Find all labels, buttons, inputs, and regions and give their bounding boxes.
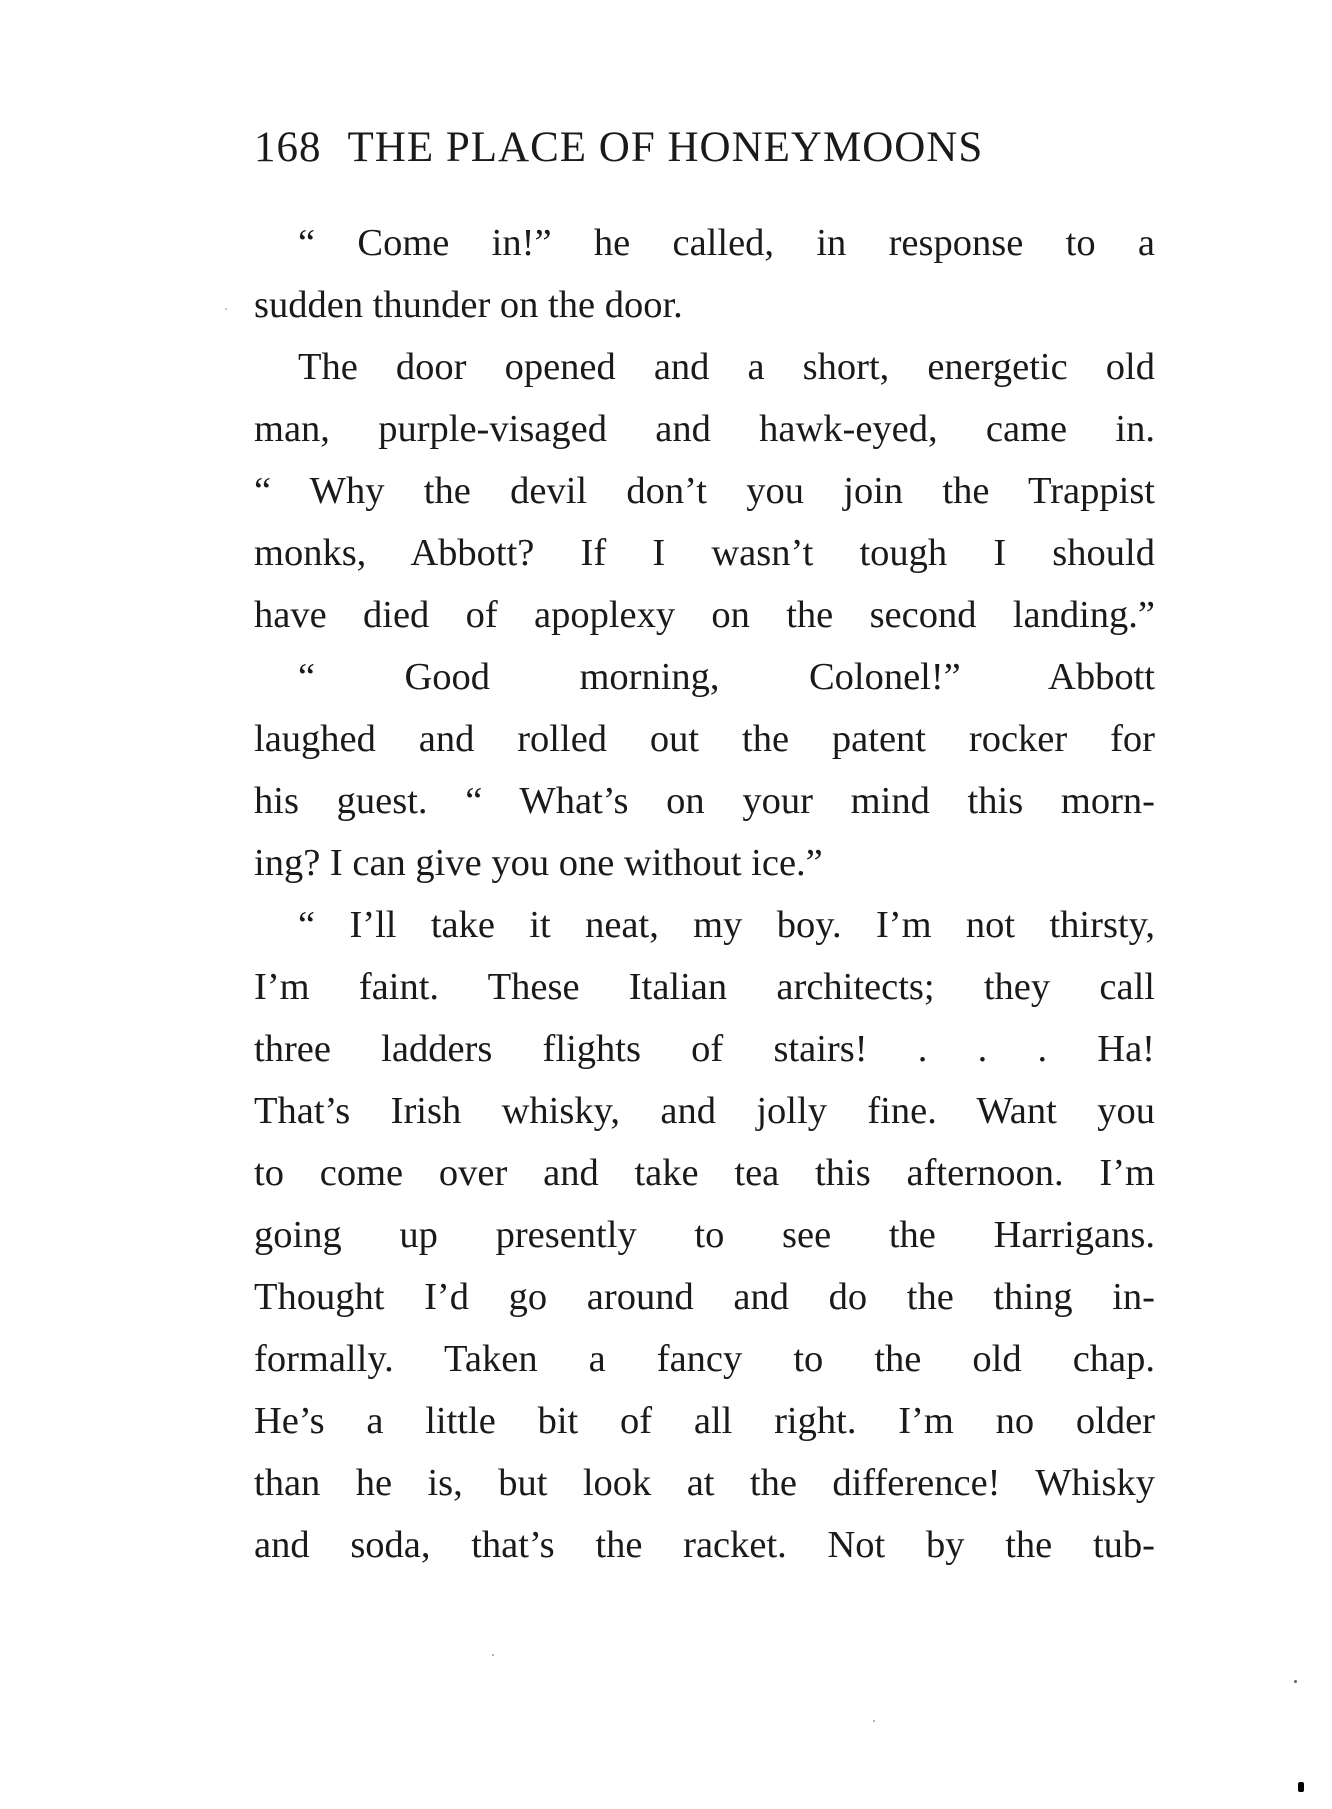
text-line: monks, Abbott? If I wasn’t tough I should (254, 532, 1155, 574)
scan-speck (225, 308, 227, 310)
text-line: I’m faint. These Italian architects; they call (254, 966, 1155, 1008)
text-line: “ Good morning, Colonel!” Abbott (298, 656, 1155, 698)
text-line: have died of apoplexy on the second landing.” (254, 594, 1155, 636)
text-line: his guest. “ What’s on your mind this morn- (254, 780, 1155, 822)
running-header (254, 118, 1154, 178)
scan-speck (492, 1654, 494, 1656)
text-line: three ladders flights of stairs! . . . Ha! (254, 1028, 1155, 1070)
text-line: That’s Irish whisky, and jolly fine. Want you (254, 1090, 1155, 1132)
text-line: ing? I can give you one without ice.” (254, 842, 823, 884)
text-line: He’s a little bit of all right. I’m no older (254, 1400, 1155, 1442)
text-line: Thought I’d go around and do the thing in- (254, 1276, 1155, 1318)
text-line: laughed and rolled out the patent rocker for (254, 718, 1155, 760)
page-number: 168 (254, 124, 322, 171)
text-line: formally. Taken a fancy to the old chap. (254, 1338, 1155, 1380)
text-line: “ I’ll take it neat, my boy. I’m not thirsty, (298, 904, 1155, 946)
text-line: The door opened and a short, energetic old (298, 346, 1155, 388)
text-line: and soda, that’s the racket. Not by the tub- (254, 1524, 1155, 1566)
scan-speck (1294, 1680, 1297, 1683)
text-line: going up presently to see the Harrigans. (254, 1214, 1155, 1256)
scan-speck (873, 1720, 875, 1722)
running-title: THE PLACE OF HONEYMOONS (347, 124, 984, 171)
text-line: than he is, but look at the difference! Whisky (254, 1462, 1155, 1504)
scan-speck (1298, 1782, 1304, 1792)
text-line: sudden thunder on the door. (254, 284, 683, 326)
text-line: to come over and take tea this afternoon. I’m (254, 1152, 1155, 1194)
text-line: man, purple-visaged and hawk-eyed, came in. (254, 408, 1155, 450)
text-line: “ Come in!” he called, in response to a (298, 222, 1155, 264)
text-line: “ Why the devil don’t you join the Trappist (254, 470, 1155, 512)
